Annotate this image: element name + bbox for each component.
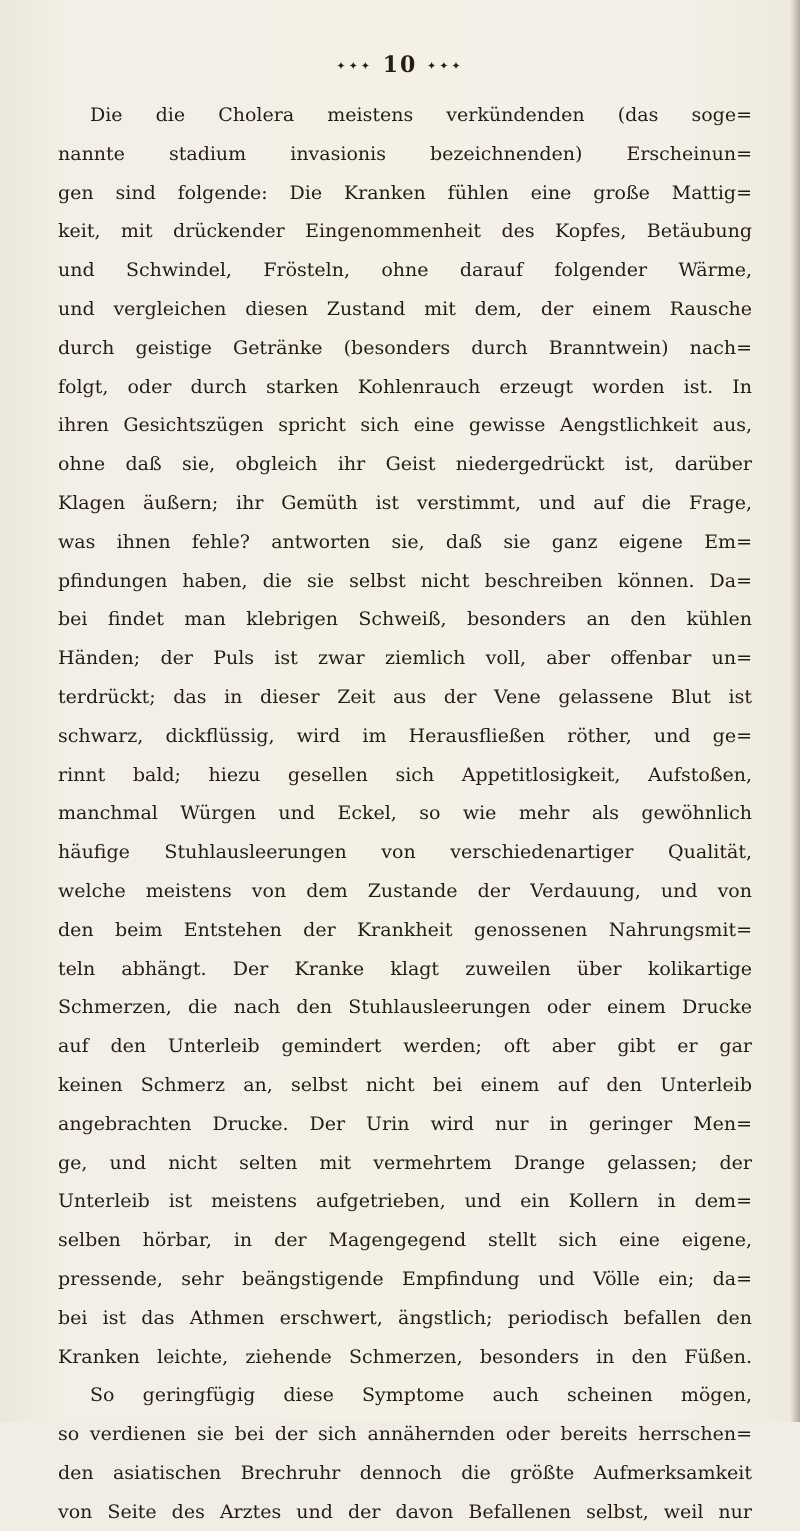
ornament-right: ✦✦✦ bbox=[426, 59, 464, 73]
text-line: folgt, oder durch starken Kohlenrauch erzeugt worden ist. In bbox=[58, 375, 752, 398]
text-line: rinnt bald; hiezu gesellen sich Appetitlosigkeit, Aufstoßen, bbox=[58, 763, 752, 786]
text-line: den asiatischen Brechruhr dennoch die größte Aufmerksamkeit bbox=[58, 1461, 752, 1484]
text-line: ihren Gesichtszügen spricht sich eine gewisse Aengstlichkeit aus, bbox=[58, 414, 752, 437]
text-line: keinen Schmerz an, selbst nicht bei einem auf den Unterleib bbox=[58, 1073, 752, 1096]
text-line: pressende, sehr beängstigende Empfindung und Völle ein; da= bbox=[58, 1267, 752, 1290]
text-line: Schmerzen, die nach den Stuhlausleerungen oder einem Drucke bbox=[58, 996, 752, 1019]
text-line: durch geistige Getränke (besonders durch Branntwein) nach= bbox=[58, 336, 752, 359]
text-line: schwarz, dickflüssig, wird im Herausfließen röther, und ge= bbox=[58, 724, 752, 747]
text-line: so verdienen sie bei der sich annähernden oder bereits herrschen= bbox=[58, 1423, 752, 1446]
text-line: auf den Unterleib gemindert werden; oft aber gibt er gar bbox=[58, 1035, 752, 1058]
text-line: ge, und nicht selten mit vermehrtem Drange gelassen; der bbox=[58, 1151, 752, 1174]
text-line: Kranken leichte, ziehende Schmerzen, besonders in den Füßen. bbox=[58, 1345, 752, 1368]
text-line: gen sind folgende: Die Kranken fühlen eine große Mattig= bbox=[58, 181, 752, 204]
text-line: den beim Entstehen der Krankheit genossenen Nahrungsmit= bbox=[58, 918, 752, 941]
text-line: und vergleichen diesen Zustand mit dem, der einem Rausche bbox=[58, 297, 752, 320]
text-line: und Schwindel, Frösteln, ohne darauf folgender Wärme, bbox=[58, 259, 752, 282]
text-line: häufige Stuhlausleerungen von verschiedenartiger Qualität, bbox=[58, 841, 752, 864]
ornament-left: ✦✦✦ bbox=[336, 59, 374, 73]
text-line: welche meistens von dem Zustande der Verdauung, und von bbox=[58, 879, 752, 902]
text-line: terdrückt; das in dieser Zeit aus der Vene gelassene Blut ist bbox=[58, 685, 752, 708]
text-line: Händen; der Puls ist zwar ziemlich voll, aber offenbar un= bbox=[58, 647, 752, 670]
body-text bbox=[58, 96, 752, 1531]
text-line: teln abhängt. Der Kranke klagt zuweilen über kolikartige bbox=[58, 957, 752, 980]
text-line: ohne daß sie, obgleich ihr Geist niedergedrückt ist, darüber bbox=[58, 453, 752, 476]
text-line: bei ist das Athmen erschwert, ängstlich; periodisch befallen den bbox=[58, 1306, 752, 1329]
text-line: Klagen äußern; ihr Gemüth ist verstimmt, und auf die Frage, bbox=[58, 491, 752, 514]
text-line: Die die Cholera meistens verkündenden (das soge= bbox=[90, 104, 752, 126]
text-line: So geringfügig diese Symptome auch scheinen mögen, bbox=[90, 1384, 752, 1407]
text-line: Unterleib ist meistens aufgetrieben, und ein Kollern in dem= bbox=[58, 1190, 752, 1213]
text-line: pfindungen haben, die sie selbst nicht beschreiben können. Da= bbox=[58, 569, 752, 592]
text-line: von Seite des Arztes und der davon Befallenen selbst, weil nur bbox=[58, 1500, 752, 1523]
text-line: angebrachten Drucke. Der Urin wird nur in geringer Men= bbox=[58, 1112, 752, 1135]
page-number: 10 bbox=[382, 52, 418, 78]
text-line: nannte stadium invasionis bezeichnenden) Erscheinun= bbox=[58, 142, 752, 165]
text-line: selben hörbar, in der Magengegend stellt sich eine eigene, bbox=[58, 1229, 752, 1252]
text-line: bei findet man klebrigen Schweiß, besonders an den kühlen bbox=[58, 608, 752, 631]
text-line: manchmal Würgen und Eckel, so wie mehr als gewöhnlich bbox=[58, 802, 752, 825]
page-number-header bbox=[0, 52, 800, 78]
page-edge-shadow bbox=[790, 0, 800, 1422]
text-line: was ihnen fehle? antworten sie, daß sie ganz eigene Em= bbox=[58, 530, 752, 553]
text-line: keit, mit drückender Eingenommenheit des Kopfes, Betäubung bbox=[58, 220, 752, 243]
